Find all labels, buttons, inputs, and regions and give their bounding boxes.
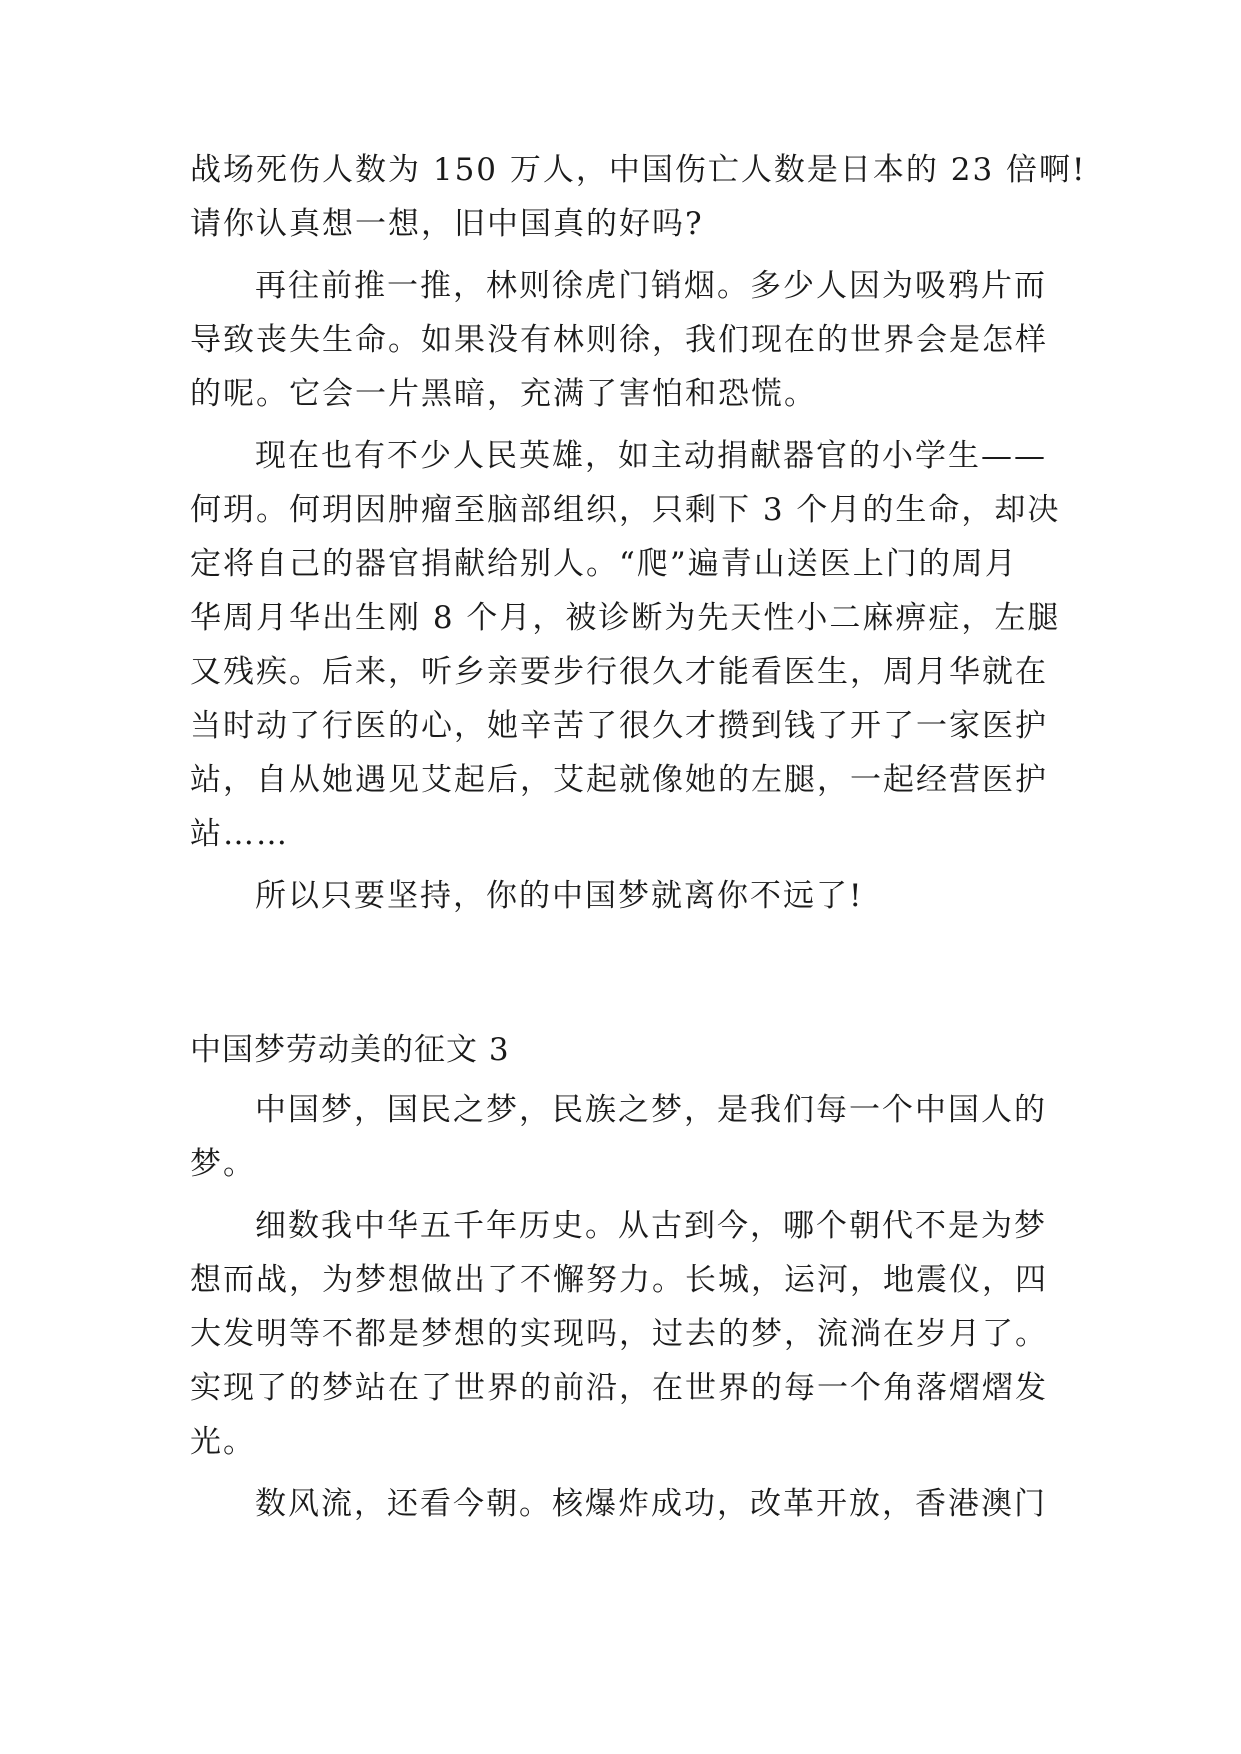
paragraph-start: 中国梦，国民之梦，民族之梦，是我们每一个中国人的 [255,1092,1047,1128]
paragraph-start: 现在也有不少人民英雄，如主动捐献器官的小学生—— [255,438,1047,474]
text-line: 大发明等不都是梦想的实现吗，过去的梦，流淌在岁月了。 [190,1316,1048,1352]
text-line: 战场死伤人数为 150 万人，中国伤亡人数是日本的 23 倍啊! [190,152,1087,188]
text-line: 站…… [190,816,289,852]
paragraph-start: 数风流，还看今朝。核爆炸成功，改革开放，香港澳门 [255,1486,1047,1522]
section-heading: 中国梦劳动美的征文 3 [190,1032,510,1068]
text-line: 又残疾。后来，听乡亲要步行很久才能看医生，周月华就在 [190,654,1048,690]
paragraph-start: 所以只要坚持，你的中国梦就离你不远了! [255,878,864,914]
text-line: 梦。 [190,1146,256,1182]
text-line: 导致丧失生命。如果没有林则徐，我们现在的世界会是怎样 [190,322,1048,358]
text-line: 请你认真想一想，旧中国真的好吗? [190,206,704,242]
text-line: 何玥。何玥因肿瘤至脑部组织，只剩下 3 个月的生命，却决 [190,492,1061,528]
text-line: 定将自己的器官捐献给别人。“爬”遍青山送医上门的周月 [190,546,1018,582]
text-line: 实现了的梦站在了世界的前沿，在世界的每一个角落熠熠发 [190,1370,1048,1406]
text-line: 站，自从她遇见艾起后，艾起就像她的左腿，一起经营医护 [190,762,1048,798]
text-line: 的呢。它会一片黑暗，充满了害怕和恐慌。 [190,376,817,412]
text-line: 光。 [190,1424,256,1460]
text-line: 华周月华出生刚 8 个月，被诊断为先天性小二麻痹症，左腿 [190,600,1061,636]
paragraph-start: 再往前推一推，林则徐虎门销烟。多少人因为吸鸦片而 [255,268,1047,304]
text-line: 想而战，为梦想做出了不懈努力。长城，运河，地震仪，四 [190,1262,1048,1298]
text-line: 当时动了行医的心，她辛苦了很久才攒到钱了开了一家医护 [190,708,1048,744]
paragraph-start: 细数我中华五千年历史。从古到今，哪个朝代不是为梦 [255,1208,1047,1244]
